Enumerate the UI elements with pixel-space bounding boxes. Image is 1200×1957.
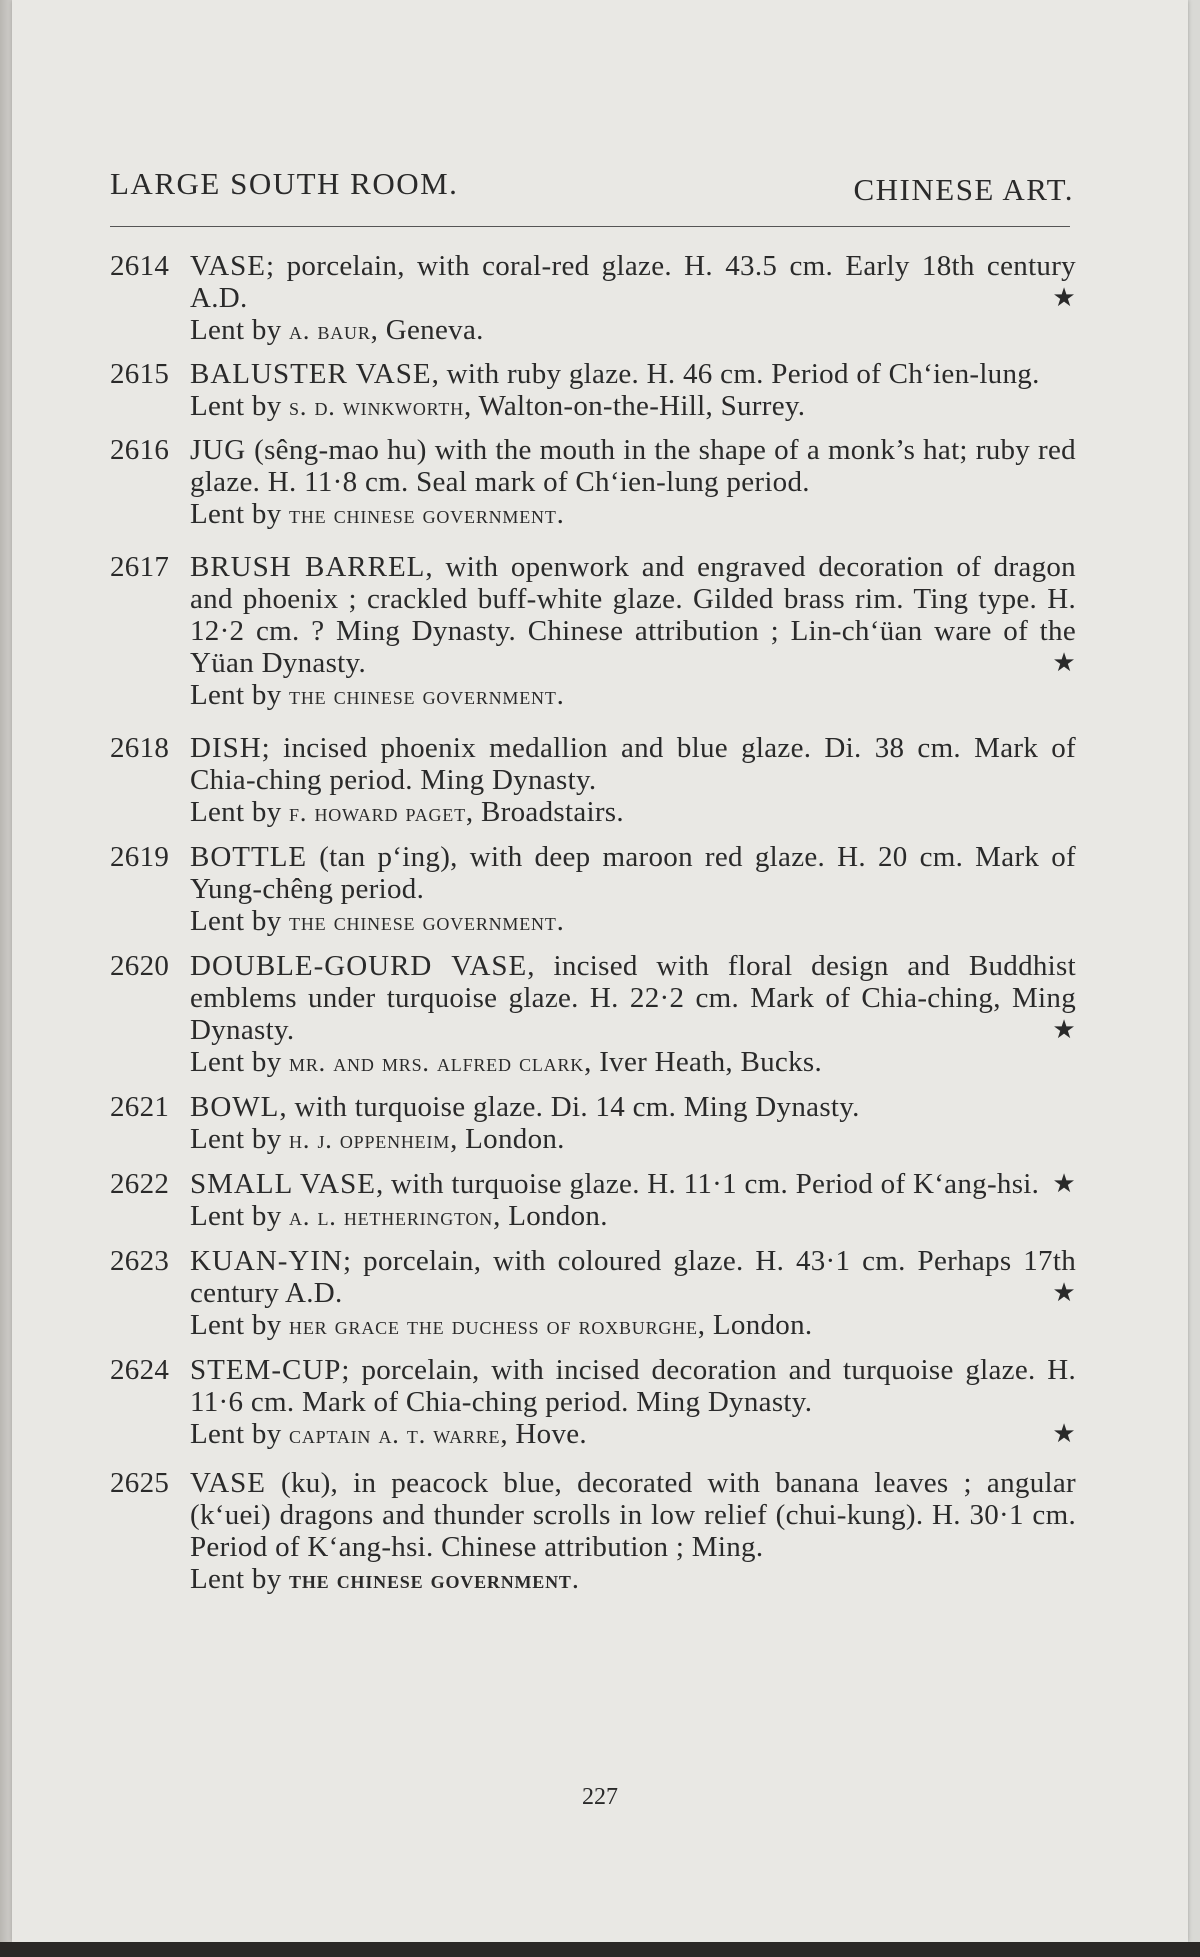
catalogue-entry (110, 1354, 1076, 1451)
lender-line (190, 796, 1076, 829)
entry-title: DISH (190, 732, 262, 764)
lent-by-label: Lent by (190, 1123, 290, 1155)
entry-title: BRUSH BARREL (190, 551, 426, 583)
catalogue-entry (110, 1245, 1076, 1342)
lender-location: , Iver Heath, Bucks. (584, 1046, 823, 1078)
lender-line (190, 1418, 1076, 1451)
entry-body (190, 551, 1076, 712)
entry-title: DOUBLE-GOURD VASE (190, 950, 528, 982)
entry-text: ; incised phoenix medallion and blue glaze. Di. 38 cm. Mark of Chia-ching period. Ming Dynasty. (190, 732, 1076, 796)
lent-by-label: Lent by (190, 1418, 290, 1450)
catalogue-entry (110, 950, 1076, 1079)
lender-name: the chinese government (289, 681, 557, 710)
lender-location: , Walton-on-the-Hill, Surrey. (463, 390, 806, 422)
entry-text: , with ruby glaze. H. 46 cm. Period of Ch‘ien-lung. (431, 358, 1040, 390)
entry-number: 2618 (110, 732, 170, 764)
entry-number: 2617 (110, 551, 170, 583)
entry-number: 2623 (110, 1245, 170, 1277)
lender-name: a. l. hetherington (289, 1202, 494, 1231)
entry-text: ; porcelain, with coral-red glaze. H. 43.5 cm. Early 18th century A.D. (190, 250, 1076, 314)
catalogue-entry (110, 250, 1076, 347)
entry-description (190, 841, 1076, 905)
catalogue-entry (110, 1091, 1076, 1156)
lender-line (190, 1046, 1076, 1079)
catalogue-entries (110, 250, 1076, 1596)
entry-text: , incised with floral design and Buddhist emblems under turquoise glaze. H. 22·2 cm. Mark of Chia-ching, Ming Dynasty. (190, 950, 1076, 1046)
entry-text: ; porcelain, with incised decoration and turquoise glaze. H. 11·6 cm. Mark of Chia-ching period. Ming Dynasty. (190, 1354, 1076, 1418)
entry-description (190, 1354, 1076, 1418)
entry-number: 2622 (110, 1168, 170, 1200)
lender-location: , London. (493, 1200, 608, 1232)
lender-line (190, 498, 1076, 531)
entry-text: , with turquoise glaze. Di. 14 cm. Ming Dynasty. (279, 1091, 860, 1123)
entry-text: (sêng-mao hu) with the mouth in the shape of a monk’s hat; ruby red glaze. H. 11·8 cm. Seal mark of Ch‘ien-lung period. (190, 434, 1076, 498)
lender-name: the chinese government (289, 500, 557, 529)
entry-text: , with openwork and engraved decoration of dragon and phoenix ; crackled buff-white glaze. Gilded brass rim. Ting type. H. 12·2 cm. ? Ming Dynasty. Chinese attribution ; Lin-ch‘üan ware of the Yüan Dynasty. (190, 551, 1076, 679)
entry-number: 2625 (110, 1467, 170, 1499)
lender-name: the chinese government (289, 1565, 572, 1594)
entry-description (190, 358, 1076, 390)
entry-number: 2614 (110, 250, 170, 282)
lender-location: . (556, 498, 565, 530)
lender-location: . (571, 1563, 580, 1595)
lender-name: h. j. oppenheim (289, 1125, 451, 1154)
lender-location: , London. (697, 1309, 813, 1341)
entry-title: BALUSTER VASE (190, 358, 432, 390)
lender-name: the chinese government (289, 907, 557, 936)
catalogue-entry (110, 1467, 1076, 1596)
entry-number: 2615 (110, 358, 170, 390)
catalogue-entry (110, 1168, 1076, 1233)
entry-title: VASE (190, 250, 266, 282)
entry-body (190, 358, 1076, 423)
entry-number: 2624 (110, 1354, 170, 1386)
lender-line (190, 314, 1076, 347)
lender-location: . (556, 679, 565, 711)
entry-body (190, 1245, 1076, 1342)
entry-text: , with turquoise glaze. H. 11·1 cm. Period of K‘ang-hsi. (375, 1168, 1040, 1200)
lender-name: mr. and mrs. alfred clark (289, 1048, 585, 1077)
lent-by-label: Lent by (190, 796, 290, 828)
lender-name: captain a. t. warre (289, 1420, 501, 1449)
entry-body (190, 841, 1076, 938)
entry-description (190, 732, 1076, 796)
lent-by-label: Lent by (190, 314, 290, 346)
entry-body (190, 434, 1076, 531)
lender-line (190, 1123, 1076, 1156)
entry-body (190, 1467, 1076, 1596)
entry-body (190, 732, 1076, 829)
star-icon: ★ (1052, 1015, 1076, 1044)
entry-title: SMALL VASE (190, 1168, 376, 1200)
page-binding-edge (0, 0, 12, 1957)
lender-name: s. d. winkworth (289, 392, 464, 421)
lender-line (190, 1563, 1076, 1596)
entry-text: (tan p‘ing), with deep maroon red glaze. H. 20 cm. Mark of Yung-chêng period. (190, 841, 1076, 905)
header-rule (110, 226, 1070, 227)
lent-by-label: Lent by (190, 390, 290, 422)
entry-number: 2619 (110, 841, 170, 873)
star-icon: ★ (1052, 648, 1076, 677)
lender-location: , Geneva. (370, 314, 484, 346)
entry-description (190, 1168, 1076, 1200)
running-header (110, 166, 1074, 207)
entry-title: STEM-CUP (190, 1354, 342, 1386)
lender-name: a. baur (289, 316, 371, 345)
entry-description (190, 1091, 1076, 1123)
lent-by-label: Lent by (190, 1200, 290, 1232)
star-icon: ★ (1052, 1169, 1076, 1198)
lent-by-label: Lent by (190, 905, 290, 937)
catalogue-entry (110, 551, 1076, 712)
bottom-book-edge (0, 1942, 1200, 1957)
star-icon: ★ (1052, 283, 1076, 312)
entry-description (190, 1467, 1076, 1563)
star-icon: ★ (1052, 1419, 1076, 1448)
catalogue-entry (110, 841, 1076, 938)
entry-description (190, 551, 1076, 679)
lender-location: , Broadstairs. (465, 796, 624, 828)
lender-name: f. howard paget (289, 798, 466, 827)
entry-body (190, 1168, 1076, 1233)
lent-by-label: Lent by (190, 498, 290, 530)
catalogue-entry (110, 358, 1076, 423)
entry-title: VASE (190, 1467, 266, 1499)
entry-body (190, 950, 1076, 1079)
entry-number: 2621 (110, 1091, 170, 1123)
entry-body (190, 1354, 1076, 1451)
entry-title: BOTTLE (190, 841, 308, 873)
entry-title: KUAN-YIN (190, 1245, 343, 1277)
lender-line (190, 390, 1076, 423)
lent-by-label: Lent by (190, 1309, 290, 1341)
entry-text: ; porcelain, with coloured glaze. H. 43·1 cm. Perhaps 17th century A.D. (190, 1245, 1076, 1309)
lent-by-label: Lent by (190, 1046, 290, 1078)
entry-description (190, 250, 1076, 314)
entry-description (190, 434, 1076, 498)
lender-location: , London. (450, 1123, 565, 1155)
lender-line (190, 1309, 1076, 1342)
lender-location: . (556, 905, 565, 937)
entry-description (190, 950, 1076, 1046)
lender-location: , Hove. (500, 1418, 587, 1450)
lender-line (190, 905, 1076, 938)
entry-text: (ku), in peacock blue, decorated with banana leaves ; angular (k‘uei) dragons and thunder scrolls in low relief (chui-kung). H. 30·1 cm. Period of K‘ang-hsi. Chinese attribution ; Ming. (190, 1467, 1076, 1563)
lent-by-label: Lent by (190, 1563, 290, 1595)
page-number: 227 (582, 1784, 618, 1810)
lent-by-label: Lent by (190, 679, 290, 711)
lender-line (190, 679, 1076, 712)
lender-line (190, 1200, 1076, 1233)
entry-number: 2620 (110, 950, 170, 982)
entry-number: 2616 (110, 434, 170, 466)
catalogue-entry (110, 732, 1076, 829)
entry-body (190, 1091, 1076, 1156)
entry-title: JUG (190, 434, 247, 466)
catalogue-entry (110, 434, 1076, 531)
star-icon: ★ (1052, 1278, 1076, 1307)
header-room: LARGE SOUTH ROOM. (110, 166, 459, 201)
entry-title: BOWL (190, 1091, 280, 1123)
lender-name: her grace the duchess of roxburghe (289, 1311, 698, 1340)
entry-body (190, 250, 1076, 347)
header-section: CHINESE ART. (853, 172, 1074, 207)
entry-description (190, 1245, 1076, 1309)
